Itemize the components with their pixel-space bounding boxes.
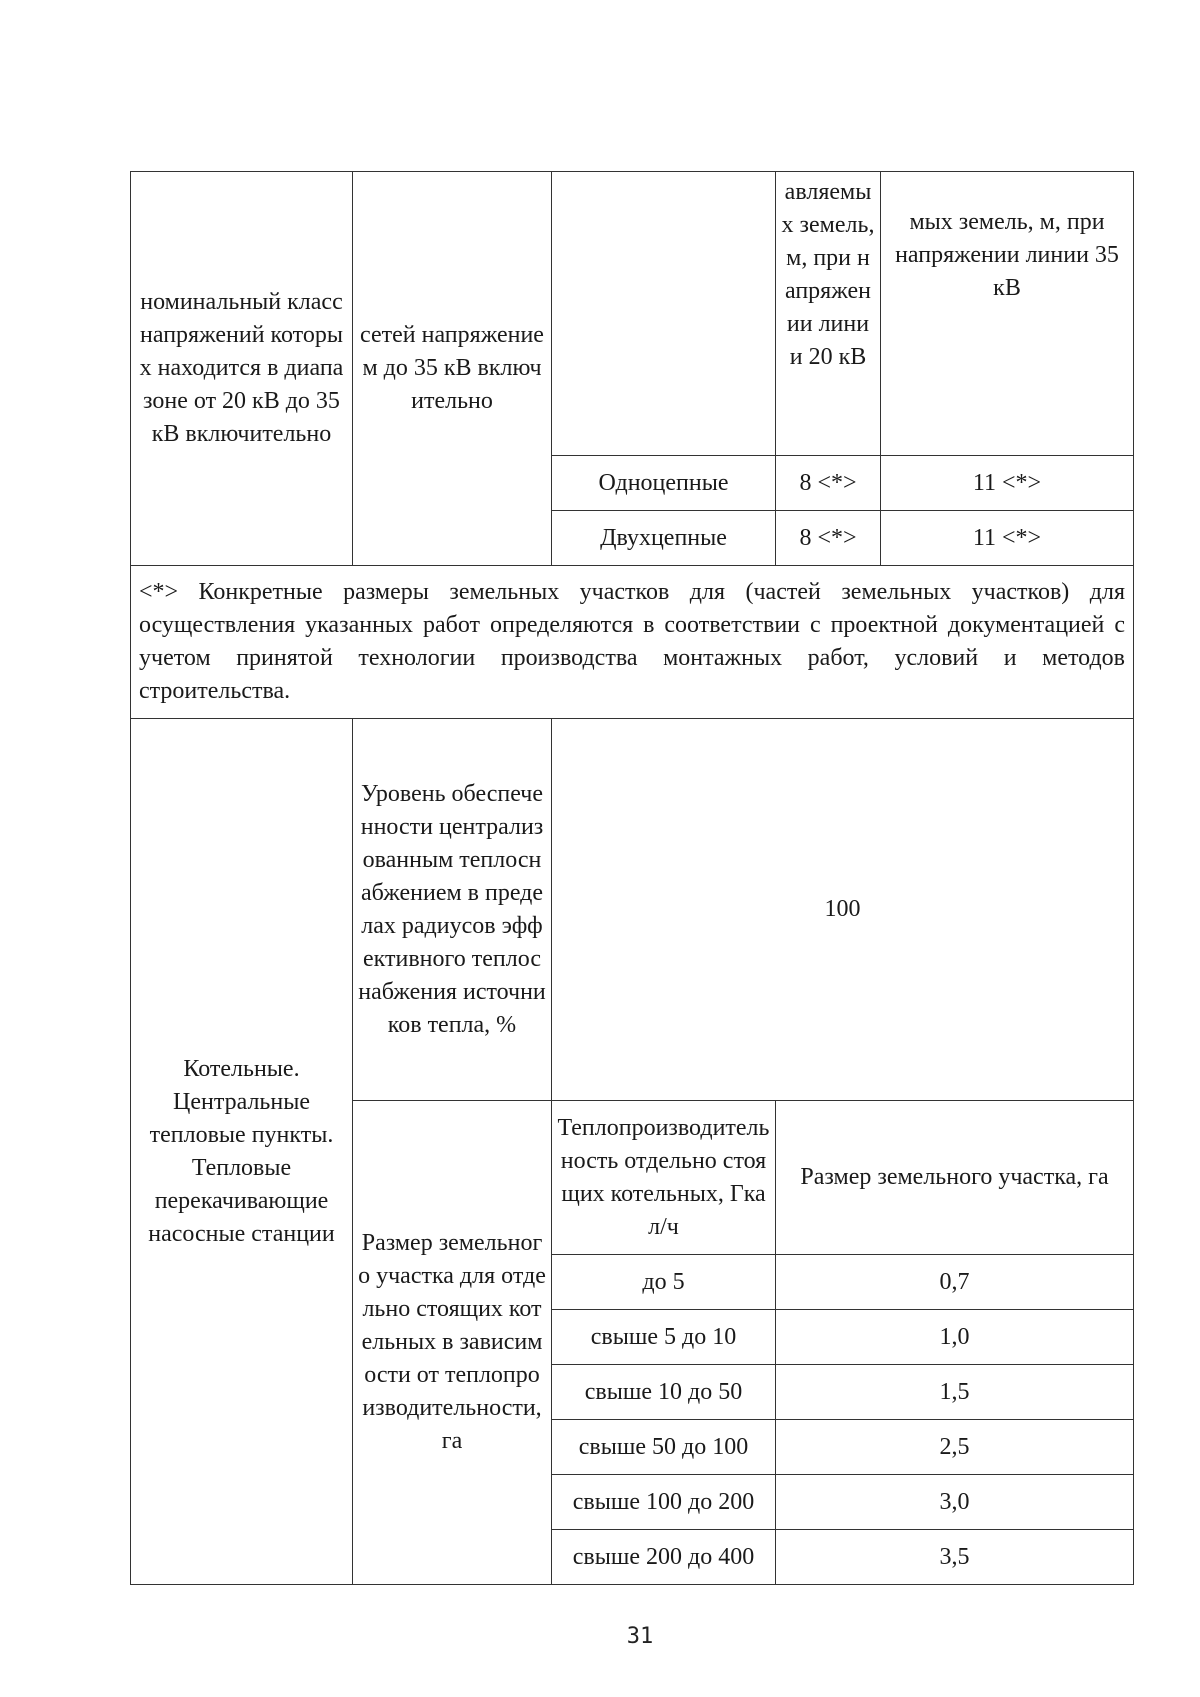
line-type-cell: Одноцепные bbox=[552, 456, 776, 511]
capacity-cell: свыше 200 до 400 bbox=[552, 1530, 776, 1585]
header-20kv: авляемых земель, м, при напряжении линии 20 кВ bbox=[776, 172, 881, 456]
capacity-cell: свыше 100 до 200 bbox=[552, 1475, 776, 1530]
footnote-cell: <*> Конкретные размеры земельных участков для (частей земельных участков) для осуществления указанных работ определяются в соответствии с проектной документацией с учетом принятой технологии производства монтажных работ, условий и методов строительства. bbox=[131, 566, 1134, 719]
width-35kv-cell: 11 <*> bbox=[881, 456, 1134, 511]
heat-supply-label-cell: Уровень обеспеченности централизованным теплоснабжением в пределах радиусов эффективного теплоснабжения источников тепла, % bbox=[353, 719, 552, 1101]
line-type-cell: Двухцепные bbox=[552, 511, 776, 566]
area-header-cell: Размер земельного участка, га bbox=[776, 1101, 1134, 1255]
table-row bbox=[131, 566, 1134, 719]
plot-size-label-cell: Размер земельного участка для отдельно стоящих котельных в зависимости от теплопроизводительности, га bbox=[353, 1101, 552, 1585]
table-row bbox=[131, 719, 1134, 1101]
area-cell: 3,5 bbox=[776, 1530, 1134, 1585]
width-20kv-cell: 8 <*> bbox=[776, 511, 881, 566]
facility-name-cell: Котельные. Центральные тепловые пункты. Тепловые перекачивающие насосные станции bbox=[131, 719, 353, 1585]
area-cell: 0,7 bbox=[776, 1255, 1134, 1310]
width-35kv-cell: 11 <*> bbox=[881, 511, 1134, 566]
table-row bbox=[131, 172, 1134, 456]
heat-supply-value-cell: 100 bbox=[552, 719, 1134, 1101]
header-35kv: мых земель, м, при напряжении линии 35 кВ bbox=[881, 172, 1134, 456]
voltage-class-cell: номинальный класс напряжений которых находится в диапазоне от 20 кВ до 35 кВ включительно bbox=[131, 172, 353, 566]
capacity-cell: свыше 5 до 10 bbox=[552, 1310, 776, 1365]
empty-header-cell bbox=[552, 172, 776, 456]
area-cell: 1,5 bbox=[776, 1365, 1134, 1420]
page-number: 31 bbox=[626, 1624, 654, 1649]
area-cell: 3,0 bbox=[776, 1475, 1134, 1530]
capacity-cell: свыше 10 до 50 bbox=[552, 1365, 776, 1420]
capacity-cell: свыше 50 до 100 bbox=[552, 1420, 776, 1475]
area-cell: 2,5 bbox=[776, 1420, 1134, 1475]
norms-table bbox=[130, 171, 1134, 1585]
width-20kv-cell: 8 <*> bbox=[776, 456, 881, 511]
capacity-header-cell: Теплопроизводительность отдельно стоящих котельных, Гкал/ч bbox=[552, 1101, 776, 1255]
network-cell: сетей напряжением до 35 кВ включительно bbox=[353, 172, 552, 566]
area-cell: 1,0 bbox=[776, 1310, 1134, 1365]
capacity-cell: до 5 bbox=[552, 1255, 776, 1310]
